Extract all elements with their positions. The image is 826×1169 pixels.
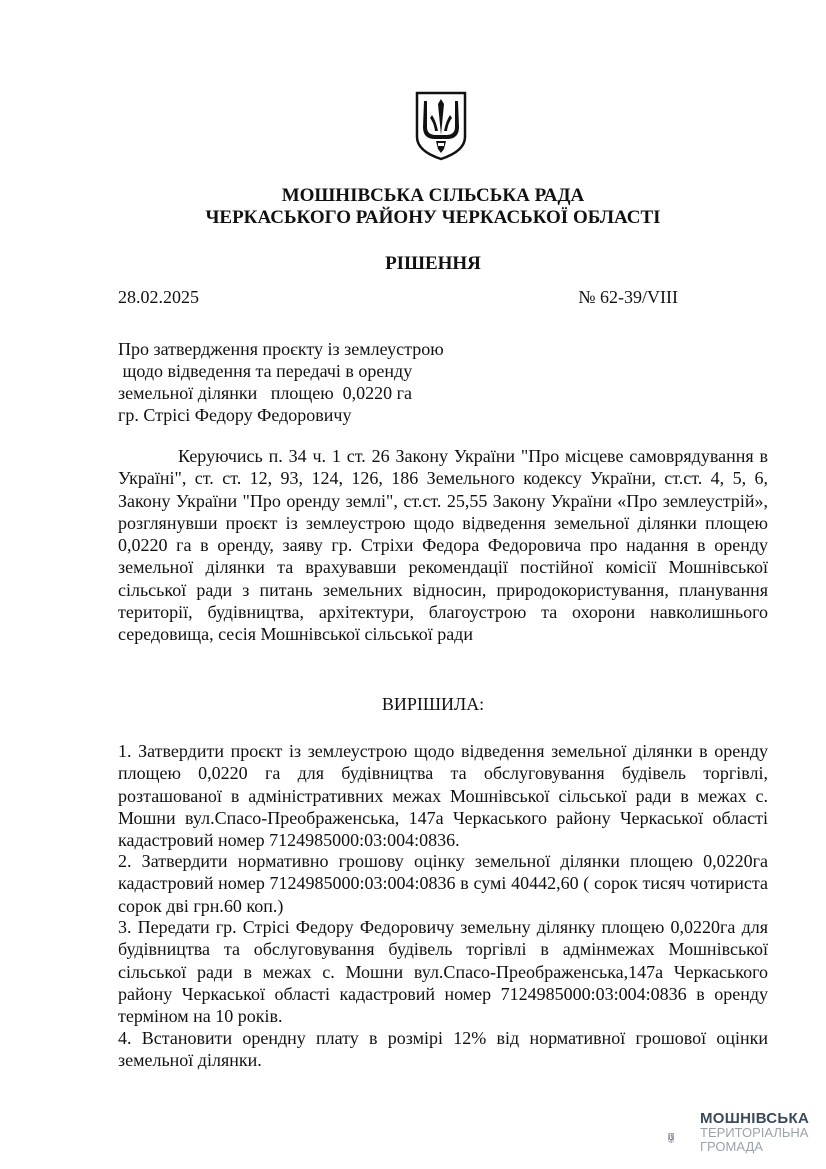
decision-item: 4. Встановити орендну плату в розмірі 12% від нормативної грошової оцінки земельної ділянки. — [118, 1028, 768, 1071]
document-title: РІШЕННЯ — [385, 253, 481, 274]
decided-heading: ВИРІШИЛА: — [381, 694, 485, 714]
logo-line: ТЕРИТОРІАЛЬНА — [700, 1125, 809, 1140]
preamble-paragraph: Керуючись п. 34 ч. 1 ст. 26 Закону України "Про місцеве самоврядування в Україні", ст. ст. 12, 93, 124, 126, 186 Земельного кодексу України, ст.ст. 4, 5, 6, Закону України "Про оренду землі", ст.ст. 25,55 Закону України «Про землеустрій», розглянувши проєкт із землеустрою щодо відведення земельної ділянки площею 0,0220 га в оренду, заяву гр. Стріхи Федора Федоровича про надання в оренду земельної ділянки та врахувавши рекомендації постійної комісії Мошнівської сільської ради з питань земельних відносин, природокористування, планування території, будівництва, архітектури, благоустрою та охорони навколишнього середовища, сесія Мошнівської сільської ради — [118, 446, 768, 645]
subject-line: гр. Стрісі Федору Федоровичу — [118, 405, 352, 425]
subject-line: Про затвердження проєкту із землеустрою — [118, 339, 444, 359]
decision-date: 28.02.2025 — [118, 287, 199, 307]
trident-logo-icon — [668, 1113, 698, 1163]
logo-line: ГРОМАДА — [700, 1139, 763, 1154]
decision-item: 1. Затвердити проєкт із землеустрою щодо відведення земельної ділянки в оренду площею 0,0220 га для будівництва та обслуговування будівель торгівлі, розташованої в адміністративних межах Мошнівської сільської ради в межах с. Мошни вул.Спасо-Преображенська, 147а Черкаського району Черкаської області кадастровий номер 7124985000:03:004:0836. — [118, 741, 768, 851]
decision-number: № 62-39/VIII — [578, 287, 678, 307]
logo-line: МОШНІВСЬКА — [700, 1110, 810, 1127]
decision-item: 3. Передати гр. Стрісі Федору Федоровичу земельну ділянку площею 0,0220га для будівництва та обслуговування будівель торгівлі в адмінмежах Мошнівської сільської ради в межах с. Мошни вул.Спасо-Преображенська,147а Черкаського району Черкаської області кадастровий номер 7124985000:03:004:0836 в оренду терміном на 10 років. — [118, 917, 768, 1027]
community-logo-text — [700, 1112, 809, 1154]
subject-line: щодо відведення та передачі в оренду — [118, 361, 413, 381]
decision-item: 2. Затвердити нормативно грошову оцінку земельної ділянки площею 0,0220га кадастровий номер 7124985000:03:004:0836 в сумі 40442,60 ( сорок тисяч чотириста сорок дві грн.60 коп.) — [118, 851, 768, 916]
trident-emblem-icon — [414, 91, 468, 161]
subject-line: земельної ділянки площею 0,0220 га — [118, 383, 413, 403]
council-district: ЧЕРКАСЬКОГО РАЙОНУ ЧЕРКАСЬКОЇ ОБЛАСТІ — [205, 207, 661, 228]
decision-subject — [118, 338, 444, 426]
council-name: МОШНІВСЬКА СІЛЬСЬКА РАДА — [281, 185, 585, 206]
